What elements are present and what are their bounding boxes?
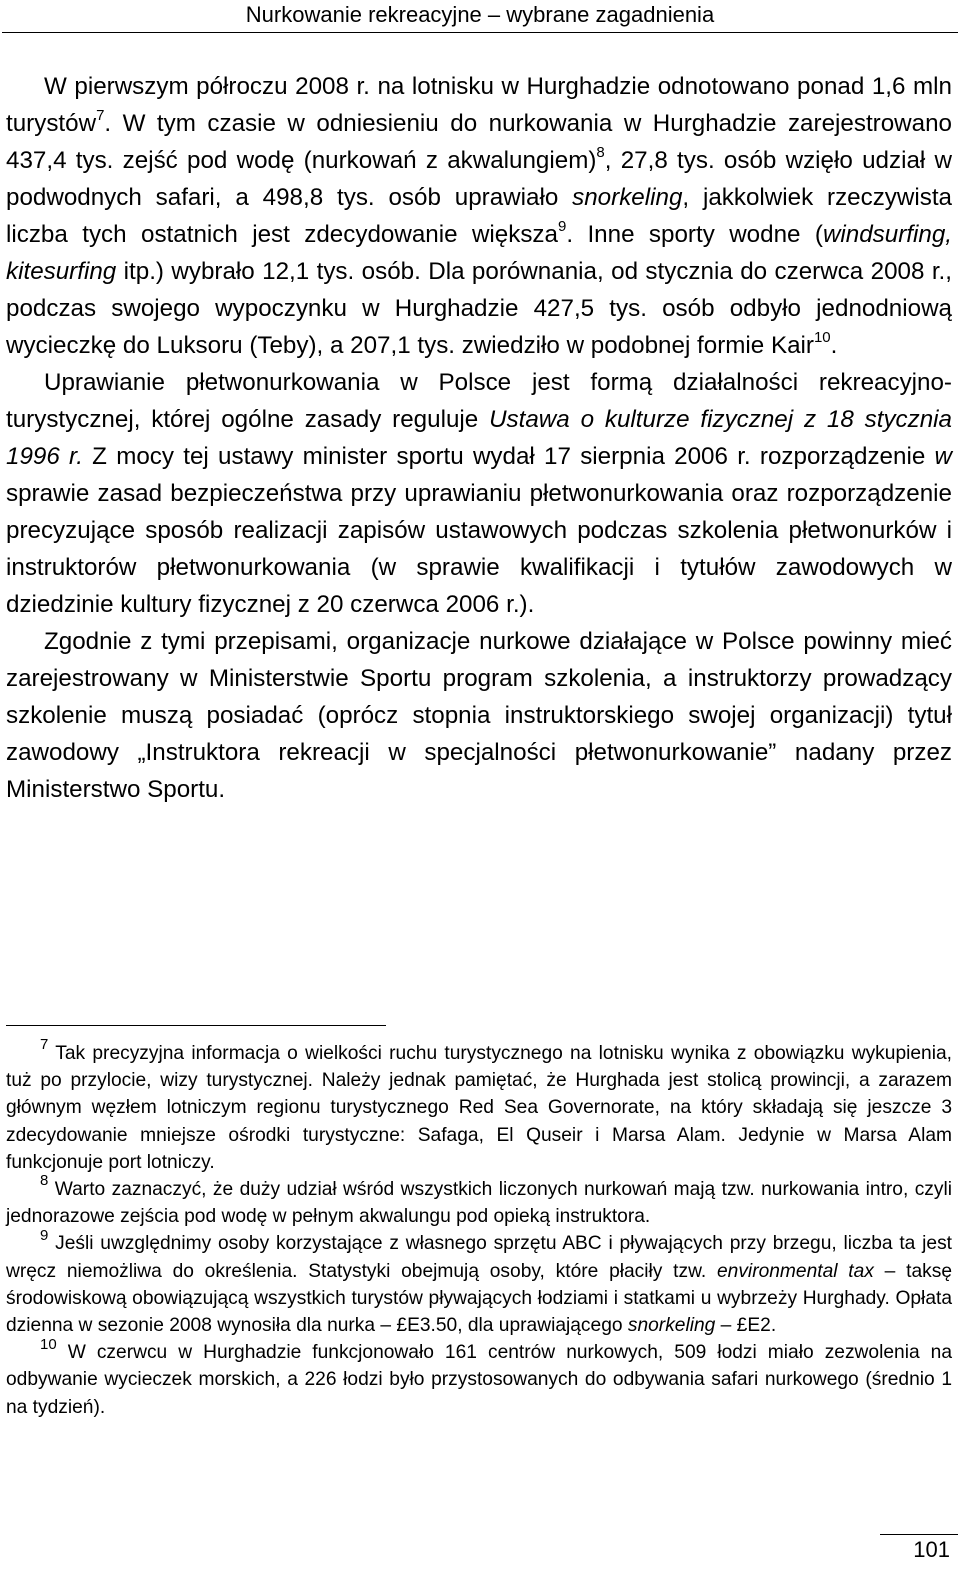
p1-italic-snorkeling: snorkeling [572,184,683,211]
footnote-8-number: 8 [40,1172,49,1190]
footnote-9-text-a: Jeśli uwzględnimy osoby korzystające z własnego sprzętu ABC i pływających przy brzegu, liczba ta jest wręcz niemożliwa do określenia. Statystyki obejmują osoby, które płaciły tzw. [6,1233,952,1282]
header-divider [2,32,958,33]
footnote-9-number: 9 [40,1226,49,1244]
running-header-title: Nurkowanie rekreacyjne – wybrane zagadnienia [245,2,715,27]
footnotes [6,1036,952,1421]
footnote-10-text: W czerwcu w Hurghadzie funkcjonowało 161 centrów nurkowych, 509 łodzi miało zezwolenia na odbywanie wycieczek morskich, a 226 łodzi było przystosowanych do odbywania safari nurkowego (średnio 1 na tydzień). [6,1342,952,1418]
footnote-7-number: 7 [40,1036,49,1054]
p1-text-e: . Inne sporty wodne ( [566,221,823,248]
paragraph-1 [6,68,952,364]
p2-italic-ustawa: Ustawa o kulturze fizycznej z 18 stycznia 1996 r. [6,406,953,470]
p2-text-b: Z mocy tej ustawy minister sportu wydał 17 sierpnia 2006 r. rozporządzenie [82,443,935,470]
paragraph-3: Zgodnie z tymi przepisami, organizacje nurkowe działające w Polsce powinny mieć zarejestrowany w Ministerstwie Sportu program szkolenia, a instruktorzy prowadzący szkolenie muszą posiadać (oprócz stopnia instruktorskiego swojej organizacji) tytuł zawodowy „Instruktora rekreacji w specjalności płetwonurkowanie” nadany przez Ministerstwo Sportu. [6,628,952,803]
p1-text-b: . W tym czasie w odniesieniu do nurkowania w Hurghadzie zarejestrowano 437,4 tys. zejść pod wodę (nurkowań z akwalungiem) [6,110,952,174]
footnote-ref-9: 9 [557,217,567,235]
p1-italic-windsurfing: windsurfing, kitesurfing [6,221,953,285]
paragraph-2 [6,364,952,623]
p1-text-d: , jakkolwiek rzeczywista liczba tych ostatnich jest zdecydowanie większa [6,184,953,248]
footnote-7 [6,1036,952,1176]
page-number-divider [880,1534,958,1535]
p1-text-g: . [830,332,838,359]
footnote-ref-10: 10 [813,328,831,346]
footnote-divider [6,1025,386,1026]
page-number: 101 [913,1537,950,1562]
p1-text-a: W pierwszym półroczu 2008 r. na lotnisku w Hurghadzie odnotowano ponad 1,6 mln turystów [6,73,952,137]
p2-italic-w: w [934,443,952,470]
footnote-ref-8: 8 [596,143,605,161]
footnote-8 [6,1172,952,1230]
p1-text-c: , 27,8 tys. osób wzięło udział w podwodnych safari, a 498,8 tys. osób uprawiało [6,147,952,211]
p2-text-c: sprawie zasad bezpieczeństwa przy uprawianiu płetwonurkowania oraz rozporządzenie precyzujące sposób realizacji zapisów ustawowych podczas szkolenia płetwonurków i instruktorów płetwonurkowania (w sprawie kwalifikacji i tytułów zawodowych w dziedzinie kultury fizycznej z 20 czerwca 2006 r.). [6,480,952,618]
footnote-9-text-c: – £E2. [715,1315,777,1337]
footnote-8-text: Warto zaznaczyć, że duży udział wśród wszystkich liczonych nurkowań mają tzw. nurkowania intro, czyli jednorazowe zejścia pod wodę w pełnym akwalungu pod opieką instruktora. [6,1179,952,1228]
footnote-7-text: Tak precyzyjna informacja o wielkości ruchu turystycznego na lotnisku wynika z obowiązku wykupienia, tuż po przylocie, wizy turystycznej. Należy jednak pamiętać, że Hurghada jest stolicą prowincji, a zarazem głównym węzłem lotniczym regionu turystycznego Red Sea Governorate, na który składają się jeszcze 3 zdecydowanie mniejsze ośrodki turystyczne: Safaga, El Quseir i Marsa Alam. Jedynie w Marsa Alam funkcjonuje port lotniczy. [6,1043,952,1173]
footnote-9-italic-snorkeling: snorkeling [627,1315,716,1337]
p1-text-f: itp.) wybrało 12,1 tys. osób. Dla porównania, od stycznia do czerwca 2008 r., podczas swojego wypoczynku w Hurghadzie 427,5 tys. osób odbyło jednodniową wycieczkę do Luksoru (Teby), a 207,1 tys. zwiedziło w podobnej formie Kair [6,258,952,359]
footnote-9-italic-environmental-tax: environmental tax [717,1260,874,1282]
footnote-9-text-b: – taksę środowiskową obowiązującą wszystkich turystów pływających łodziami i statkami u wybrzeży Hurghady. Opłata dzienna w sezonie 2008 wynosiła dla nurka – £E3.50, dla uprawiającego [6,1260,952,1337]
main-text [6,68,952,808]
footnote-ref-7: 7 [96,106,105,124]
p2-text-a: Uprawianie płetwonurkowania w Polsce jest formą działalności rekreacyjno-turystycznej, której ogólne zasady reguluje [6,369,952,433]
running-header [0,0,960,32]
footnote-9 [6,1226,952,1339]
footnote-10-number: 10 [40,1335,57,1353]
footnote-10 [6,1335,952,1421]
